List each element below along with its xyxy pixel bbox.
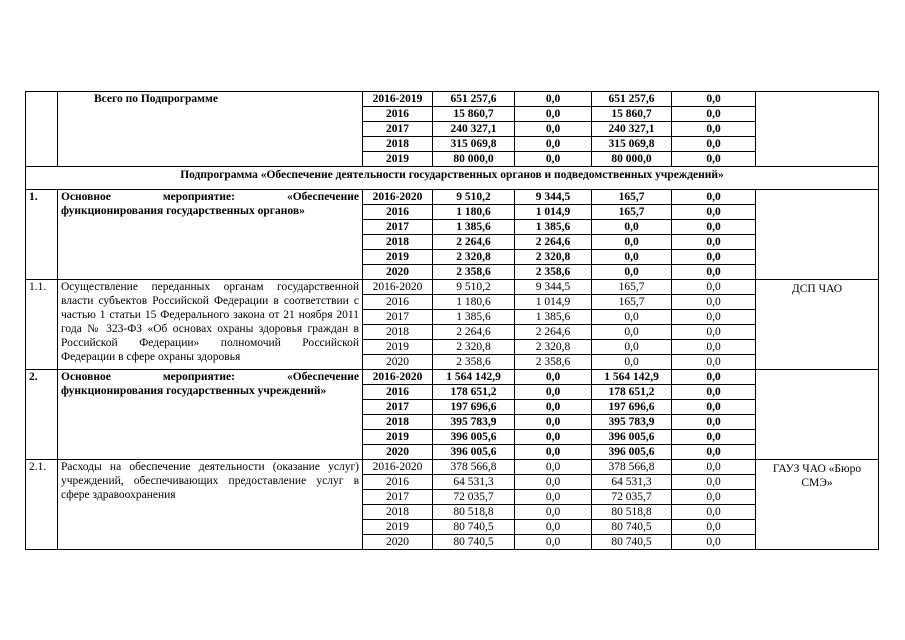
- total-cell: 651 257,6: [433, 92, 515, 107]
- other-cell: 0,0: [672, 280, 756, 295]
- period-cell: 2019: [363, 430, 433, 445]
- federal-cell: 1 385,6: [515, 220, 592, 235]
- federal-cell: 0,0: [515, 370, 592, 385]
- total-cell: 80 518,8: [433, 505, 515, 520]
- federal-cell: 0,0: [515, 505, 592, 520]
- federal-cell: 0,0: [515, 92, 592, 107]
- federal-cell: 9 344,5: [515, 190, 592, 205]
- federal-cell: 0,0: [515, 460, 592, 475]
- total-label: Всего по Подпрограмме: [58, 92, 363, 167]
- other-cell: 0,0: [672, 430, 756, 445]
- period-cell: 2019: [363, 152, 433, 167]
- total-cell: 240 327,1: [433, 122, 515, 137]
- table-row: [26, 190, 879, 205]
- period-cell: 2019: [363, 340, 433, 355]
- regional-cell: 165,7: [592, 190, 672, 205]
- total-cell: 2 320,8: [433, 250, 515, 265]
- regional-cell: 0,0: [592, 250, 672, 265]
- total-cell: 395 783,9: [433, 415, 515, 430]
- federal-cell: 0,0: [515, 385, 592, 400]
- other-cell: 0,0: [672, 122, 756, 137]
- other-cell: 0,0: [672, 475, 756, 490]
- total-cell: 315 069,8: [433, 137, 515, 152]
- other-cell: 0,0: [672, 152, 756, 167]
- period-cell: 2016: [363, 475, 433, 490]
- regional-cell: 165,7: [592, 205, 672, 220]
- regional-cell: 80 000,0: [592, 152, 672, 167]
- regional-cell: 0,0: [592, 235, 672, 250]
- other-cell: 0,0: [672, 535, 756, 550]
- total-cell: 72 035,7: [433, 490, 515, 505]
- federal-cell: 2 264,6: [515, 235, 592, 250]
- table-row: [26, 460, 879, 475]
- total-cell: 2 264,6: [433, 235, 515, 250]
- other-cell: 0,0: [672, 235, 756, 250]
- other-cell: 0,0: [672, 205, 756, 220]
- federal-cell: 2 358,6: [515, 355, 592, 370]
- executor-cell: ГАУЗ ЧАО «Бюро СМЭ»: [756, 460, 879, 550]
- period-cell: 2016-2019: [363, 92, 433, 107]
- other-cell: 0,0: [672, 385, 756, 400]
- other-cell: 0,0: [672, 107, 756, 122]
- other-cell: 0,0: [672, 460, 756, 475]
- period-cell: 2019: [363, 250, 433, 265]
- other-cell: 0,0: [672, 445, 756, 460]
- table-row: [26, 280, 879, 295]
- other-cell: 0,0: [672, 220, 756, 235]
- federal-cell: 0,0: [515, 475, 592, 490]
- federal-cell: 2 264,6: [515, 325, 592, 340]
- other-cell: 0,0: [672, 415, 756, 430]
- measure-description: Осуществление переданных органам государственной власти субъектов Российской Федерации в соответствии с частью 1 статьи 15 Федерального закона от 21 ноября 2011 года № 323-ФЗ «Об основах охраны здоровья граждан в Российской Федерации» полномочий Российской Федерации в сфере охраны здоровья: [58, 280, 363, 370]
- federal-cell: 0,0: [515, 520, 592, 535]
- total-cell: 1 385,6: [433, 220, 515, 235]
- row-number-cell: 1.1.: [26, 280, 58, 370]
- federal-cell: 9 344,5: [515, 280, 592, 295]
- table-row: [26, 92, 879, 107]
- regional-cell: 15 860,7: [592, 107, 672, 122]
- other-cell: 0,0: [672, 92, 756, 107]
- regional-cell: 0,0: [592, 340, 672, 355]
- other-cell: 0,0: [672, 295, 756, 310]
- total-cell: 2 358,6: [433, 265, 515, 280]
- regional-cell: 396 005,6: [592, 430, 672, 445]
- federal-cell: 0,0: [515, 430, 592, 445]
- other-cell: 0,0: [672, 370, 756, 385]
- period-cell: 2016: [363, 205, 433, 220]
- federal-cell: 2 358,6: [515, 265, 592, 280]
- other-cell: 0,0: [672, 400, 756, 415]
- budget-table: [25, 91, 879, 550]
- total-cell: 9 510,2: [433, 190, 515, 205]
- other-cell: 0,0: [672, 190, 756, 205]
- period-cell: 2018: [363, 325, 433, 340]
- federal-cell: 0,0: [515, 107, 592, 122]
- other-cell: 0,0: [672, 325, 756, 340]
- period-cell: 2017: [363, 400, 433, 415]
- period-cell: 2016-2020: [363, 190, 433, 205]
- regional-cell: 72 035,7: [592, 490, 672, 505]
- period-cell: 2018: [363, 505, 433, 520]
- total-cell: 80 000,0: [433, 152, 515, 167]
- total-cell: 178 651,2: [433, 385, 515, 400]
- federal-cell: 0,0: [515, 122, 592, 137]
- total-cell: 2 320,8: [433, 340, 515, 355]
- total-cell: 9 510,2: [433, 280, 515, 295]
- other-cell: 0,0: [672, 505, 756, 520]
- regional-cell: 0,0: [592, 355, 672, 370]
- federal-cell: 1 014,9: [515, 205, 592, 220]
- period-cell: 2016-2020: [363, 460, 433, 475]
- period-cell: 2017: [363, 122, 433, 137]
- total-cell: 1 385,6: [433, 310, 515, 325]
- total-cell: 80 740,5: [433, 535, 515, 550]
- regional-cell: 197 696,6: [592, 400, 672, 415]
- federal-cell: 0,0: [515, 400, 592, 415]
- executor-cell: ДСП ЧАО: [756, 280, 879, 370]
- total-cell: 1 180,6: [433, 295, 515, 310]
- total-cell: 80 740,5: [433, 520, 515, 535]
- period-cell: 2016: [363, 385, 433, 400]
- regional-cell: 0,0: [592, 265, 672, 280]
- period-cell: 2016: [363, 107, 433, 122]
- period-cell: 2019: [363, 520, 433, 535]
- regional-cell: 80 518,8: [592, 505, 672, 520]
- period-cell: 2020: [363, 265, 433, 280]
- period-cell: 2020: [363, 445, 433, 460]
- regional-cell: 178 651,2: [592, 385, 672, 400]
- regional-cell: 165,7: [592, 280, 672, 295]
- federal-cell: 2 320,8: [515, 250, 592, 265]
- regional-cell: 0,0: [592, 220, 672, 235]
- regional-cell: 80 740,5: [592, 535, 672, 550]
- other-cell: 0,0: [672, 310, 756, 325]
- executor-cell: [756, 370, 879, 460]
- regional-cell: 315 069,8: [592, 137, 672, 152]
- executor-cell: [756, 190, 879, 280]
- total-cell: 2 264,6: [433, 325, 515, 340]
- total-cell: 197 696,6: [433, 400, 515, 415]
- period-cell: 2018: [363, 235, 433, 250]
- regional-cell: 0,0: [592, 325, 672, 340]
- period-cell: 2017: [363, 220, 433, 235]
- regional-cell: 395 783,9: [592, 415, 672, 430]
- other-cell: 0,0: [672, 520, 756, 535]
- regional-cell: 1 564 142,9: [592, 370, 672, 385]
- measure-description: Расходы на обеспечение деятельности (оказание услуг) учреждений, обеспечивающих предоставление услуг в сфере здравоохранения: [58, 460, 363, 550]
- measure-description: Основное мероприятие: «Обеспечение функционирования государственных органов»: [58, 190, 363, 280]
- period-cell: 2020: [363, 355, 433, 370]
- other-cell: 0,0: [672, 340, 756, 355]
- period-cell: 2017: [363, 310, 433, 325]
- federal-cell: 0,0: [515, 490, 592, 505]
- regional-cell: 0,0: [592, 310, 672, 325]
- period-cell: 2018: [363, 415, 433, 430]
- federal-cell: 0,0: [515, 445, 592, 460]
- regional-cell: 80 740,5: [592, 520, 672, 535]
- federal-cell: 1 014,9: [515, 295, 592, 310]
- other-cell: 0,0: [672, 137, 756, 152]
- subprogram-title: Подпрограмма «Обеспечение деятельности государственных органов и подведомственных учреждений»: [26, 167, 879, 190]
- regional-cell: 651 257,6: [592, 92, 672, 107]
- period-cell: 2016: [363, 295, 433, 310]
- total-cell: 396 005,6: [433, 445, 515, 460]
- total-cell: 64 531,3: [433, 475, 515, 490]
- period-cell: 2016-2020: [363, 280, 433, 295]
- period-cell: 2017: [363, 490, 433, 505]
- other-cell: 0,0: [672, 250, 756, 265]
- regional-cell: 378 566,8: [592, 460, 672, 475]
- federal-cell: 0,0: [515, 152, 592, 167]
- subprogram-row: [26, 167, 879, 190]
- other-cell: 0,0: [672, 490, 756, 505]
- regional-cell: 396 005,6: [592, 445, 672, 460]
- row-number-cell: 2.: [26, 370, 58, 460]
- total-cell: 2 358,6: [433, 355, 515, 370]
- federal-cell: 2 320,8: [515, 340, 592, 355]
- row-number-cell: 2.1.: [26, 460, 58, 550]
- federal-cell: 0,0: [515, 535, 592, 550]
- table-body: [26, 92, 879, 550]
- measure-description: Основное мероприятие: «Обеспечение функционирования государственных учреждений»: [58, 370, 363, 460]
- total-cell: 1 180,6: [433, 205, 515, 220]
- executor-cell: [756, 92, 879, 167]
- regional-cell: 64 531,3: [592, 475, 672, 490]
- other-cell: 0,0: [672, 355, 756, 370]
- total-cell: 396 005,6: [433, 430, 515, 445]
- federal-cell: 0,0: [515, 137, 592, 152]
- regional-cell: 240 327,1: [592, 122, 672, 137]
- table-row: [26, 370, 879, 385]
- regional-cell: 165,7: [592, 295, 672, 310]
- total-cell: 378 566,8: [433, 460, 515, 475]
- period-cell: 2020: [363, 535, 433, 550]
- period-cell: 2016-2020: [363, 370, 433, 385]
- other-cell: 0,0: [672, 265, 756, 280]
- federal-cell: 1 385,6: [515, 310, 592, 325]
- row-number-cell: [26, 92, 58, 167]
- total-cell: 1 564 142,9: [433, 370, 515, 385]
- row-number-cell: 1.: [26, 190, 58, 280]
- federal-cell: 0,0: [515, 415, 592, 430]
- total-cell: 15 860,7: [433, 107, 515, 122]
- period-cell: 2018: [363, 137, 433, 152]
